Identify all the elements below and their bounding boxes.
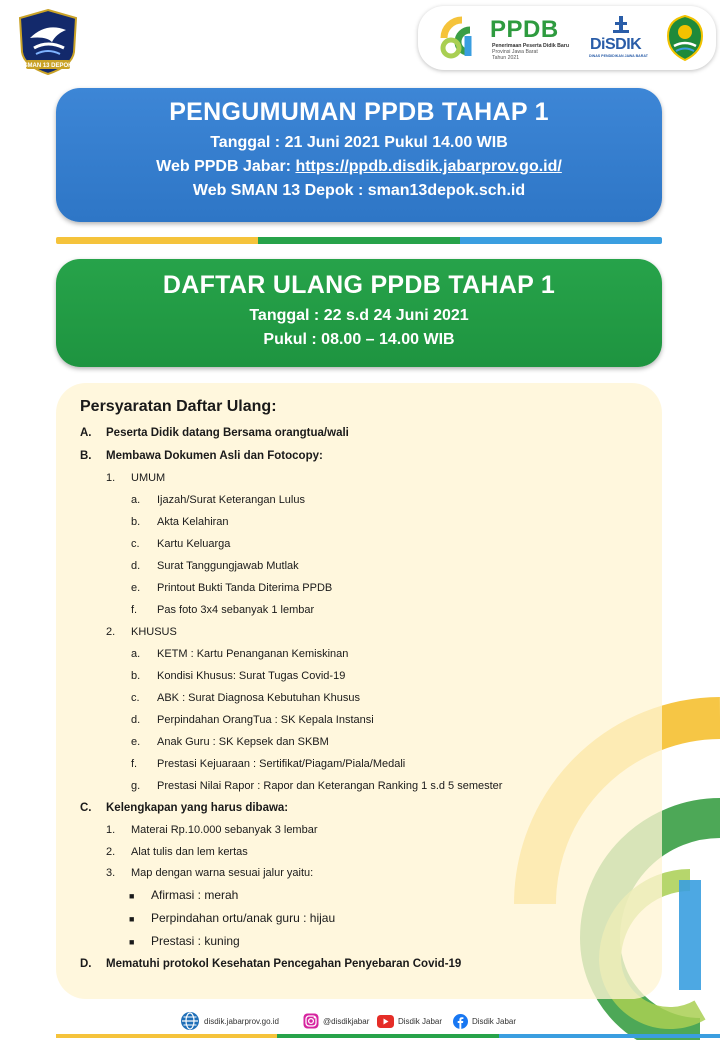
requirement-text: Perpindahan OrangTua : SK Kepala Instansi [157, 714, 374, 726]
reregistration-time: Pukul : 08.00 – 14.00 WIB [263, 331, 455, 348]
requirement-text: Kondisi Khusus: Surat Tugas Covid-19 [157, 670, 346, 682]
requirement-marker: g. [131, 780, 141, 792]
ppdb-subtitle-line-2: Provinsi Jawa Barat [492, 49, 538, 55]
disdik-text: DiSDIK [590, 36, 642, 53]
requirement-marker: 1. [106, 472, 116, 484]
announcement-title: PENGUMUMAN PPDB TAHAP 1 [169, 98, 549, 126]
disdik-logo-icon [586, 14, 662, 62]
requirement-marker: d. [131, 714, 141, 726]
requirement-text: UMUM [131, 472, 166, 484]
requirement-text: Printout Bukti Tanda Diterima PPDB [157, 582, 333, 594]
globe-icon [180, 1011, 200, 1031]
requirement-text: Prestasi Nilai Rapor : Rapor dan Keterangan Ranking 1 s.d 5 semester [157, 780, 503, 792]
requirement-text: Prestasi Kejuaraan : Sertifikat/Piagam/Piala/Medali [157, 758, 406, 770]
announcement-date: Tanggal : 21 Juni 2021 Pukul 14.00 WIB [210, 134, 508, 151]
requirement-marker: a. [131, 494, 141, 506]
requirement-marker: 2. [106, 846, 116, 858]
requirement-marker: 1. [106, 824, 116, 836]
ppdb-subtitle-line-1: Penerimaan Peserta Didik Baru [492, 43, 569, 49]
ppdb-title: PPDB [490, 16, 559, 43]
footer-website[interactable] [180, 1011, 279, 1031]
footer-facebook-text: Disdik Jabar [472, 1016, 517, 1026]
requirement-marker: d. [131, 560, 141, 572]
ppdb-subtitle [492, 43, 569, 61]
requirement-marker: b. [131, 516, 141, 528]
requirement-text: KHUSUS [131, 626, 177, 638]
partner-logos-header [418, 6, 716, 70]
footer-website-text: disdik.jabarprov.go.id [204, 1016, 280, 1026]
footer-youtube[interactable] [377, 1011, 442, 1031]
requirement-text: Kelengkapan yang harus dibawa: [106, 802, 289, 814]
disdik-tower-icon [610, 14, 632, 34]
announcement-banner [56, 88, 662, 222]
sman13-depok-crest-icon [16, 8, 80, 76]
facebook-icon [453, 1014, 468, 1029]
reregistration-date: Tanggal : 22 s.d 24 Juni 2021 [249, 307, 469, 324]
announcement-web-school: Web SMAN 13 Depok : sman13depok.sch.id [192, 182, 526, 199]
ppdb-logo-icon [438, 16, 484, 62]
requirement-text: Akta Kelahiran [157, 516, 229, 528]
requirement-marker: e. [131, 736, 141, 748]
requirement-text: Membawa Dokumen Asli dan Fotocopy: [106, 450, 323, 462]
requirement-marker: A. [80, 427, 92, 439]
youtube-icon [377, 1015, 394, 1028]
footer-facebook[interactable] [453, 1011, 516, 1031]
jawa-barat-emblem-icon [664, 14, 706, 62]
instagram-icon [303, 1013, 319, 1029]
reregistration-banner [56, 259, 662, 367]
disdik-subtitle: DINAS PENDIDIKAN JAWA BARAT [589, 54, 648, 58]
requirement-text: Afirmasi : merah [151, 888, 239, 902]
requirement-marker: ■ [129, 937, 135, 947]
requirement-text: Anak Guru : SK Kepsek dan SKBM [157, 736, 329, 748]
requirement-marker: C. [80, 802, 92, 814]
requirement-marker: ■ [129, 914, 135, 924]
web-ppdb-link[interactable]: https://ppdb.disdik.jabarprov.go.id/ [295, 158, 562, 175]
requirement-marker: c. [131, 692, 140, 704]
reregistration-title: DAFTAR ULANG PPDB TAHAP 1 [162, 271, 556, 299]
requirements-title: Persyaratan Daftar Ulang: [80, 398, 277, 415]
announcement-web-ppdb [56, 155, 662, 179]
footer-instagram-text: @disdikjabar [323, 1016, 370, 1026]
requirement-text: Surat Tanggungjawab Mutlak [157, 560, 299, 572]
requirement-text: Pas foto 3x4 sebanyak 1 lembar [157, 604, 315, 616]
requirement-text: Alat tulis dan lem kertas [131, 846, 248, 858]
requirement-marker: ■ [129, 891, 135, 901]
requirement-text: Materai Rp.10.000 sebanyak 3 lembar [131, 824, 318, 836]
requirement-marker: c. [131, 538, 140, 550]
requirement-text: Mematuhi protokol Kesehatan Pencegahan Penyebaran Covid-19 [106, 958, 462, 970]
requirement-text: KETM : Kartu Penanganan Kemiskinan [157, 648, 349, 660]
footer-color-line [56, 1034, 720, 1038]
footer-youtube-text: Disdik Jabar [398, 1016, 443, 1026]
requirement-text: Ijazah/Surat Keterangan Lulus [157, 494, 305, 506]
requirement-marker: a. [131, 648, 141, 660]
requirement-marker: f. [131, 604, 138, 616]
requirement-text: Map dengan warna sesuai jalur yaitu: [131, 867, 314, 879]
requirement-text: Perpindahan ortu/anak guru : hijau [151, 911, 336, 925]
requirement-text: Prestasi : kuning [151, 934, 240, 948]
requirement-marker: b. [131, 670, 141, 682]
school-logo-caption: SMAN 13 DEPOK [23, 63, 73, 69]
requirement-text: Kartu Keluarga [157, 538, 231, 550]
requirement-marker: B. [80, 450, 92, 462]
footer-instagram[interactable] [303, 1011, 369, 1031]
requirement-marker: f. [131, 758, 138, 770]
requirement-text: ABK : Surat Diagnosa Kebutuhan Khusus [157, 692, 361, 704]
web-ppdb-label: Web PPDB Jabar: [156, 158, 296, 175]
requirement-marker: e. [131, 582, 141, 594]
ppdb-subtitle-line-3: Tahun 2021 [492, 55, 520, 61]
requirement-marker: 3. [106, 867, 116, 879]
requirement-marker: 2. [106, 626, 116, 638]
requirement-text: Peserta Didik datang Bersama orangtua/wali [106, 427, 349, 439]
color-divider [56, 237, 662, 244]
requirement-marker: D. [80, 958, 92, 970]
